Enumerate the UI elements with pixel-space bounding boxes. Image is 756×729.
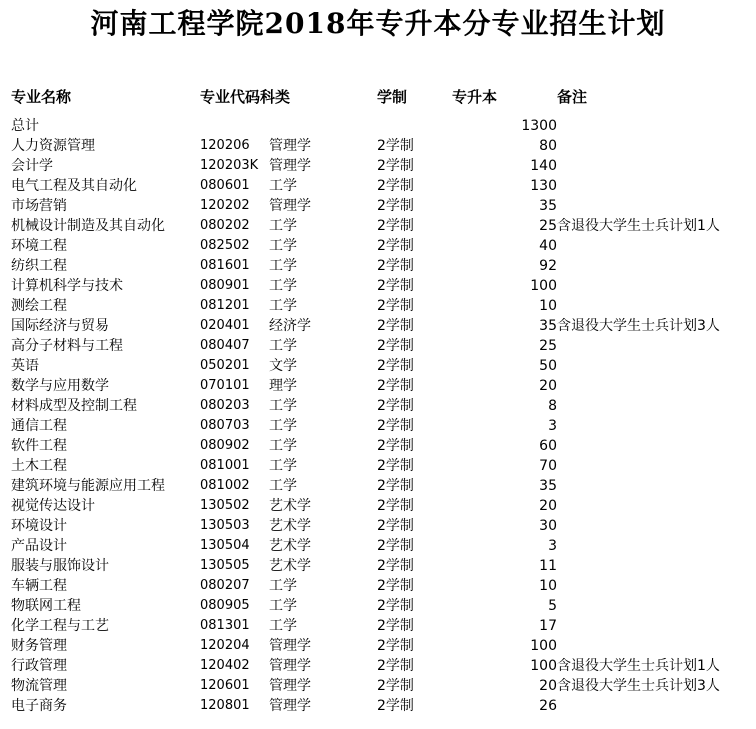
major-name-cell: 材料成型及控制工程 [11,398,137,414]
system-cell: 2学制 [377,578,414,594]
major-code-cell: 120801 [200,698,250,713]
table-row [0,636,756,656]
system-cell: 2学制 [377,558,414,574]
major-name-cell: 市场营销 [11,198,67,214]
table-row [0,676,756,696]
major-code-cell: 081601 [200,258,250,273]
category-cell: 工学 [269,238,297,254]
system-cell: 2学制 [377,458,414,474]
major-name-cell: 财务管理 [11,638,67,654]
major-name-cell: 环境设计 [11,518,67,534]
system-cell: 2学制 [377,598,414,614]
table-row [0,156,756,176]
major-name-cell: 环境工程 [11,238,67,254]
category-cell: 工学 [269,598,297,614]
table-row [0,116,756,136]
category-cell: 理学 [269,378,297,394]
table-row [0,176,756,196]
major-code-cell: 130504 [200,538,250,553]
major-code-cell: 080601 [200,178,250,193]
major-name-cell: 视觉传达设计 [11,498,95,514]
plan-count-cell: 1300 [521,118,557,134]
plan-count-cell: 100 [530,638,557,654]
category-cell: 工学 [269,278,297,294]
major-code-cell: 130503 [200,518,250,533]
table-row [0,336,756,356]
plan-count-cell: 80 [539,138,557,154]
table-row [0,536,756,556]
system-cell: 2学制 [377,198,414,214]
header-system: 学制 [377,88,408,106]
header-note: 备注 [557,88,588,106]
major-name-cell: 物流管理 [11,678,67,694]
major-name-cell: 土木工程 [11,458,67,474]
plan-count-cell: 70 [539,458,557,474]
plan-count-cell: 17 [539,618,557,634]
major-code-cell: 080902 [200,438,250,453]
plan-count-cell: 8 [548,398,557,414]
major-code-cell: 080203 [200,398,250,413]
table-row [0,616,756,636]
category-cell: 工学 [269,418,297,434]
major-name-cell: 化学工程与工艺 [11,618,109,634]
plan-count-cell: 60 [539,438,557,454]
major-code-cell: 080207 [200,578,250,593]
major-name-cell: 通信工程 [11,418,67,434]
major-code-cell: 081002 [200,478,250,493]
table-row [0,576,756,596]
plan-count-cell: 140 [530,158,557,174]
header-major-name: 专业名称 [11,88,72,106]
system-cell: 2学制 [377,158,414,174]
plan-count-cell: 3 [548,538,557,554]
system-cell: 2学制 [377,678,414,694]
major-code-cell: 081201 [200,298,250,313]
table-row [0,496,756,516]
major-name-cell: 服装与服饰设计 [11,558,109,574]
major-name-cell: 计算机科学与技术 [11,278,123,294]
major-name-cell: 人力资源管理 [11,138,95,154]
category-cell: 工学 [269,298,297,314]
major-code-cell: 080407 [200,338,250,353]
system-cell: 2学制 [377,278,414,294]
table-row [0,256,756,276]
major-name-cell: 软件工程 [11,438,67,454]
category-cell: 艺术学 [269,518,311,534]
category-cell: 工学 [269,478,297,494]
major-code-cell: 120203K [200,158,259,173]
major-name-cell: 建筑环境与能源应用工程 [11,478,165,494]
major-name-cell: 电子商务 [11,698,67,714]
plan-count-cell: 25 [539,218,557,234]
major-name-cell: 国际经济与贸易 [11,318,109,334]
major-code-cell: 120402 [200,658,250,673]
plan-count-cell: 10 [539,298,557,314]
table-row [0,376,756,396]
major-code-cell: 120601 [200,678,250,693]
enrollment-table [0,116,756,716]
category-cell: 工学 [269,258,297,274]
major-code-cell: 080905 [200,598,250,613]
note-cell: 含退役大学生士兵计划1人 [557,658,720,674]
system-cell: 2学制 [377,178,414,194]
note-cell: 含退役大学生士兵计划1人 [557,218,720,234]
category-cell: 工学 [269,578,297,594]
plan-count-cell: 26 [539,698,557,714]
plan-count-cell: 100 [530,658,557,674]
category-cell: 管理学 [269,138,311,154]
system-cell: 2学制 [377,478,414,494]
category-cell: 文学 [269,358,297,374]
major-code-cell: 020401 [200,318,250,333]
system-cell: 2学制 [377,498,414,514]
system-cell: 2学制 [377,318,414,334]
category-cell: 工学 [269,218,297,234]
category-cell: 工学 [269,438,297,454]
major-name-cell: 电气工程及其自动化 [11,178,137,194]
category-cell: 工学 [269,398,297,414]
plan-count-cell: 30 [539,518,557,534]
table-row [0,556,756,576]
table-row [0,136,756,156]
category-cell: 管理学 [269,658,311,674]
major-name-cell: 行政管理 [11,658,67,674]
major-code-cell: 081001 [200,458,250,473]
major-code-cell: 082502 [200,238,250,253]
table-row [0,696,756,716]
major-code-cell: 050201 [200,358,250,373]
category-cell: 艺术学 [269,498,311,514]
major-code-cell: 120206 [200,138,250,153]
system-cell: 2学制 [377,658,414,674]
table-row [0,296,756,316]
table-row [0,436,756,456]
major-code-cell: 080703 [200,418,250,433]
major-name-cell: 车辆工程 [11,578,67,594]
plan-count-cell: 40 [539,238,557,254]
system-cell: 2学制 [377,238,414,254]
system-cell: 2学制 [377,338,414,354]
system-cell: 2学制 [377,258,414,274]
plan-count-cell: 11 [539,558,557,574]
category-cell: 工学 [269,178,297,194]
category-cell: 工学 [269,618,297,634]
major-code-cell: 080202 [200,218,250,233]
major-name-cell: 数学与应用数学 [11,378,109,394]
major-name-cell: 总计 [11,118,39,134]
category-cell: 管理学 [269,198,311,214]
system-cell: 2学制 [377,138,414,154]
plan-count-cell: 20 [539,498,557,514]
plan-count-cell: 92 [539,258,557,274]
table-row [0,656,756,676]
category-cell: 艺术学 [269,538,311,554]
system-cell: 2学制 [377,518,414,534]
table-row [0,456,756,476]
major-name-cell: 英语 [11,358,39,374]
plan-count-cell: 130 [530,178,557,194]
category-cell: 工学 [269,458,297,474]
header-code-category: 专业代码科类 [200,88,291,106]
major-name-cell: 纺织工程 [11,258,67,274]
system-cell: 2学制 [377,418,414,434]
plan-count-cell: 100 [530,278,557,294]
plan-count-cell: 20 [539,378,557,394]
plan-count-cell: 20 [539,678,557,694]
note-cell: 含退役大学生士兵计划3人 [557,678,720,694]
system-cell: 2学制 [377,638,414,654]
header-plan: 专升本 [452,88,498,106]
system-cell: 2学制 [377,218,414,234]
major-name-cell: 物联网工程 [11,598,81,614]
major-code-cell: 080901 [200,278,250,293]
major-name-cell: 产品设计 [11,538,67,554]
plan-count-cell: 25 [539,338,557,354]
plan-count-cell: 50 [539,358,557,374]
table-row [0,316,756,336]
major-code-cell: 120202 [200,198,250,213]
major-code-cell: 120204 [200,638,250,653]
category-cell: 管理学 [269,678,311,694]
table-row [0,276,756,296]
major-name-cell: 测绘工程 [11,298,67,314]
major-name-cell: 机械设计制造及其自动化 [11,218,165,234]
note-cell: 含退役大学生士兵计划3人 [557,318,720,334]
system-cell: 2学制 [377,438,414,454]
plan-count-cell: 35 [539,198,557,214]
table-row [0,596,756,616]
category-cell: 管理学 [269,698,311,714]
table-row [0,516,756,536]
major-code-cell: 130502 [200,498,250,513]
system-cell: 2学制 [377,378,414,394]
system-cell: 2学制 [377,298,414,314]
plan-count-cell: 35 [539,318,557,334]
table-row [0,216,756,236]
system-cell: 2学制 [377,358,414,374]
table-row [0,476,756,496]
category-cell: 工学 [269,338,297,354]
category-cell: 艺术学 [269,558,311,574]
table-row [0,416,756,436]
plan-count-cell: 35 [539,478,557,494]
major-code-cell: 070101 [200,378,250,393]
category-cell: 管理学 [269,158,311,174]
major-name-cell: 高分子材料与工程 [11,338,123,354]
table-row [0,236,756,256]
major-code-cell: 081301 [200,618,250,633]
system-cell: 2学制 [377,398,414,414]
category-cell: 经济学 [269,318,311,334]
category-cell: 管理学 [269,638,311,654]
plan-count-cell: 10 [539,578,557,594]
system-cell: 2学制 [377,618,414,634]
table-row [0,396,756,416]
table-row [0,356,756,376]
plan-count-cell: 3 [548,418,557,434]
major-code-cell: 130505 [200,558,250,573]
major-name-cell: 会计学 [11,158,53,174]
system-cell: 2学制 [377,538,414,554]
table-row [0,196,756,216]
page-title: 河南工程学院2018年专升本分专业招生计划 [90,7,666,40]
system-cell: 2学制 [377,698,414,714]
plan-count-cell: 5 [548,598,557,614]
